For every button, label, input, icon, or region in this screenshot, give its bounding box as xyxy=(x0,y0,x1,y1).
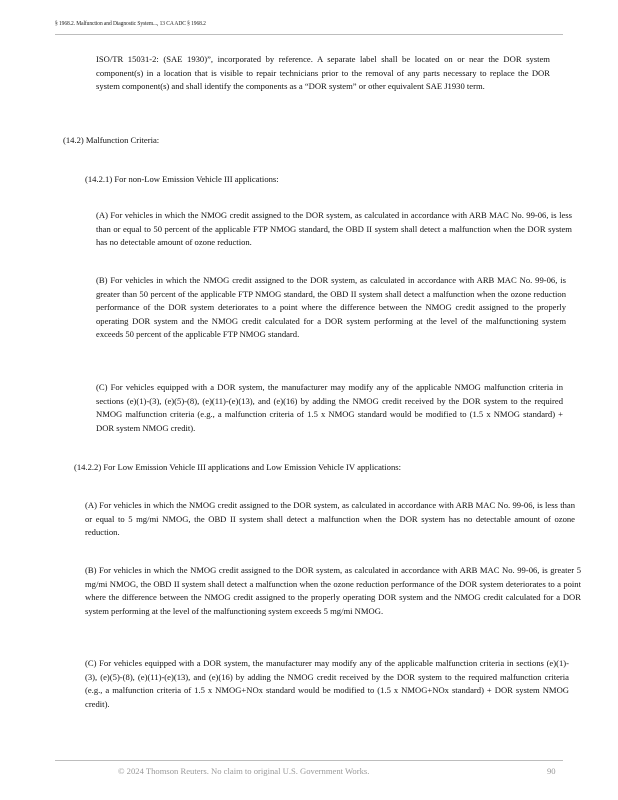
running-head: § 1968.2. Malfunction and Diagnostic System..., 13 CA ADC § 1968.2 xyxy=(55,20,206,27)
footer-rule xyxy=(55,760,563,761)
paragraph-14-2-2-c: (C) For vehicles equipped with a DOR system, the manufacturer may modify any of the applicable malfunction criteria in sections (e)(1)-(3), (e)(5)-(8), (e)(11)-(e)(13), and (e)(16) by adding the NMOG credit received by the DOR system to the required malfunction criteria (e.g., a malfunction criteria of 1.5 x NMOG+NOx standard would be modified to (1.5 x NMOG+NOx standard) + DOR system NMOG credit). xyxy=(85,658,569,709)
paragraph-14-2-1-a: (A) For vehicles in which the NMOG credit assigned to the DOR system, as calculated in accordance with ARB MAC No. 99-06, is less than or equal to 50 percent of the applicable FTP NMOG standard, the OBD II system shall detect a malfunction when the DOR system has no detectable amount of ozone reduction. xyxy=(96,210,572,248)
header-rule xyxy=(55,34,563,35)
intro-paragraph: ISO/TR 15031-2: (SAE 1930)”, incorporated by reference. A separate label shall be located on or near the DOR system component(s) in a location that is visible to repair technicians prior to the removal of any parts necessary to replace the DOR system component(s) and shall identify the components as a “DOR system” or other equivalent SAE J1930 term. xyxy=(96,54,550,92)
paragraph-14-2-2-a: (A) For vehicles in which the NMOG credit assigned to the DOR system, as calculated in accordance with ARB MAC No. 99-06, is less than or equal to 5 mg/mi NMOG, the OBD II system shall detect a malfunction when the DOR system has no detectable amount of ozone reduction. xyxy=(85,500,575,538)
heading-14-2-2: (14.2.2) For Low Emission Vehicle III applications and Low Emission Vehicle IV applications: xyxy=(74,462,401,472)
paragraph-14-2-2-b: (B) For vehicles in which the NMOG credit assigned to the DOR system, as calculated in accordance with ARB MAC No. 99-06, is greater 5 mg/mi NMOG, the OBD II system shall detect a malfunction when the ozone reduction performance of the DOR system deteriorates to a point where the difference between the NMOG credit assigned to the properly operating DOR system and the NMOG credit calculated for a DOR system performing at the level of the malfunctioning system exceeds 5 mg/mi NMOG. xyxy=(85,565,581,616)
copyright-footer: © 2024 Thomson Reuters. No claim to original U.S. Government Works. xyxy=(118,766,370,776)
heading-14-2-1: (14.2.1) For non-Low Emission Vehicle III applications: xyxy=(85,174,279,184)
page-number: 90 xyxy=(547,766,556,776)
paragraph-14-2-1-b: (B) For vehicles in which the NMOG credit assigned to the DOR system, as calculated in accordance with ARB MAC No. 99-06, is greater than 50 percent of the applicable FTP NMOG standard, the OBD II system shall detect a malfunction when the ozone reduction performance of the DOR system deteriorates to a point where the difference between the NMOG credit assigned to the properly operating DOR system and the NMOG credit calculated for a DOR system performing at the level of the malfunctioning system exceeds 50 percent of the applicable FTP NMOG standard. xyxy=(96,275,566,340)
paragraph-14-2-1-c: (C) For vehicles equipped with a DOR system, the manufacturer may modify any of the applicable NMOG malfunction criteria in sections (e)(1)-(3), (e)(5)-(8), (e)(11)-(e)(13), and (e)(16) by adding the NMOG credit received by the DOR system to the required NMOG malfunction criteria (e.g., a malfunction criteria of 1.5 x NMOG standard would be modified to (1.5 x NMOG standard) + DOR system NMOG credit). xyxy=(96,382,563,433)
heading-14-2: (14.2) Malfunction Criteria: xyxy=(63,135,160,145)
